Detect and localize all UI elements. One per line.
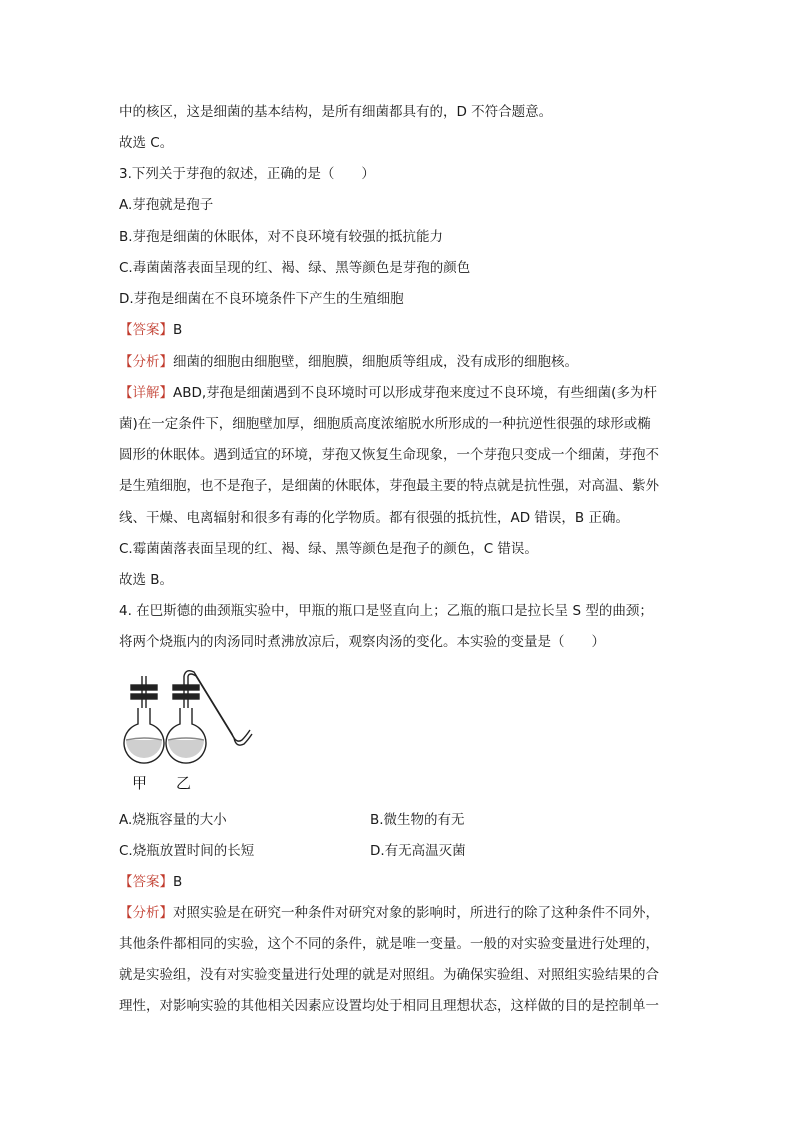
flask-diagram [118,668,258,794]
question-3-stem: 3.下列关于芽孢的叙述，正确的是（ ） [119,166,375,182]
detail-3-line: 线、干燥、电离辐射和很多有毒的化学物质。都有很强的抵抗性，AD 错误，B 正确。 [119,510,629,526]
flask-experiment-figure [118,668,258,794]
analysis-4-line: 就是实验组，没有对实验变量进行处理的就是对照组。为确保实验组、对照组实验结果的合 [119,967,659,983]
question-3-option-c: C.毒菌菌落表面呈现的红、褐、绿、黑等颜色是芽孢的颜色 [119,260,471,276]
question-3-option-a: A.芽孢就是孢子 [119,197,214,213]
question-3-option-b: B.芽孢是细菌的休眠体，对不良环境有较强的抵抗能力 [119,229,444,245]
analysis-tag: 【分析】 [119,354,173,370]
text-line: 中的核区，这是细菌的基本结构，是所有细菌都具有的，D 不符合题意。 [119,104,553,120]
question-4-option-a: A.烧瓶容量的大小 [119,812,227,828]
detail-tag: 【详解】 [119,385,173,401]
analysis-tag: 【分析】 [119,905,173,921]
detail-3-line: C.霉菌菌落表面呈现的红、褐、绿、黑等颜色是孢子的颜色，C 错误。 [119,541,538,557]
flask-a [124,676,164,763]
detail-3-line: 是生殖细胞，也不是孢子，是细菌的休眠体，芽孢最主要的特点就是抗性强，对高温、紫外 [119,478,659,494]
analysis-3 [119,353,689,371]
text-line: 故选 C。 [119,135,174,151]
answer-value: B [173,874,183,890]
answer-tag: 【答案】 [119,874,173,890]
flask-b [166,671,252,763]
question-4-options-row [119,811,689,829]
flask-a-label: 甲 [132,775,148,792]
question-4-option-c: C.烧瓶放置时间的长短 [119,843,255,859]
question-3-option-d: D.芽孢是细菌在不良环境条件下产生的生殖细胞 [119,291,404,307]
answer-3 [119,321,689,339]
detail-3-line: 菌)在一定条件下，细胞壁加厚，细胞质高度浓缩脱水所形成的一种抗逆性很强的球形或椭 [119,416,651,432]
analysis-4-line [119,904,689,922]
question-4-option-b: B.微生物的有无 [370,812,465,828]
analysis-text: 对照实验是在研究一种条件对研究对象的影响时，所进行的除了这种条件不同外， [173,905,659,921]
detail-3-line: 圆形的休眠体。遇到适宜的环境，芽孢又恢复生命现象，一个芽孢只变成一个细菌，芽孢不 [119,447,659,463]
answer-4 [119,873,689,891]
analysis-4-line: 其他条件都相同的实验，这个不同的条件，就是唯一变量。一般的对实验变量进行处理的， [119,936,659,952]
question-4-option-d: D.有无高温灭菌 [370,843,466,859]
analysis-4-line: 理性，对影响实验的其他相关因素应设置均处于相同且理想状态，这样做的目的是控制单一 [119,998,659,1014]
analysis-text: 细菌的细胞由细胞壁，细胞膜，细胞质等组成，没有成形的细胞核。 [173,354,578,370]
answer-value: B [173,322,183,338]
question-4-stem: 4. 在巴斯德的曲颈瓶实验中，甲瓶的瓶口是竖直向上；乙瓶的瓶口是拉长呈 S 型的曲颈； [119,603,653,619]
question-4-stem: 将两个烧瓶内的肉汤同时煮沸放凉后，观察肉汤的变化。本实验的变量是（ ） [119,634,605,650]
detail-3-line: 故选 B。 [119,572,174,588]
detail-3-line [119,384,689,402]
flask-b-label: 乙 [176,775,192,792]
answer-tag: 【答案】 [119,322,173,338]
detail-text: ABD,芽孢是细菌遇到不良环境时可以形成芽孢来度过不良环境，有些细菌(多为杆 [173,385,657,401]
question-4-options-row [119,842,689,860]
